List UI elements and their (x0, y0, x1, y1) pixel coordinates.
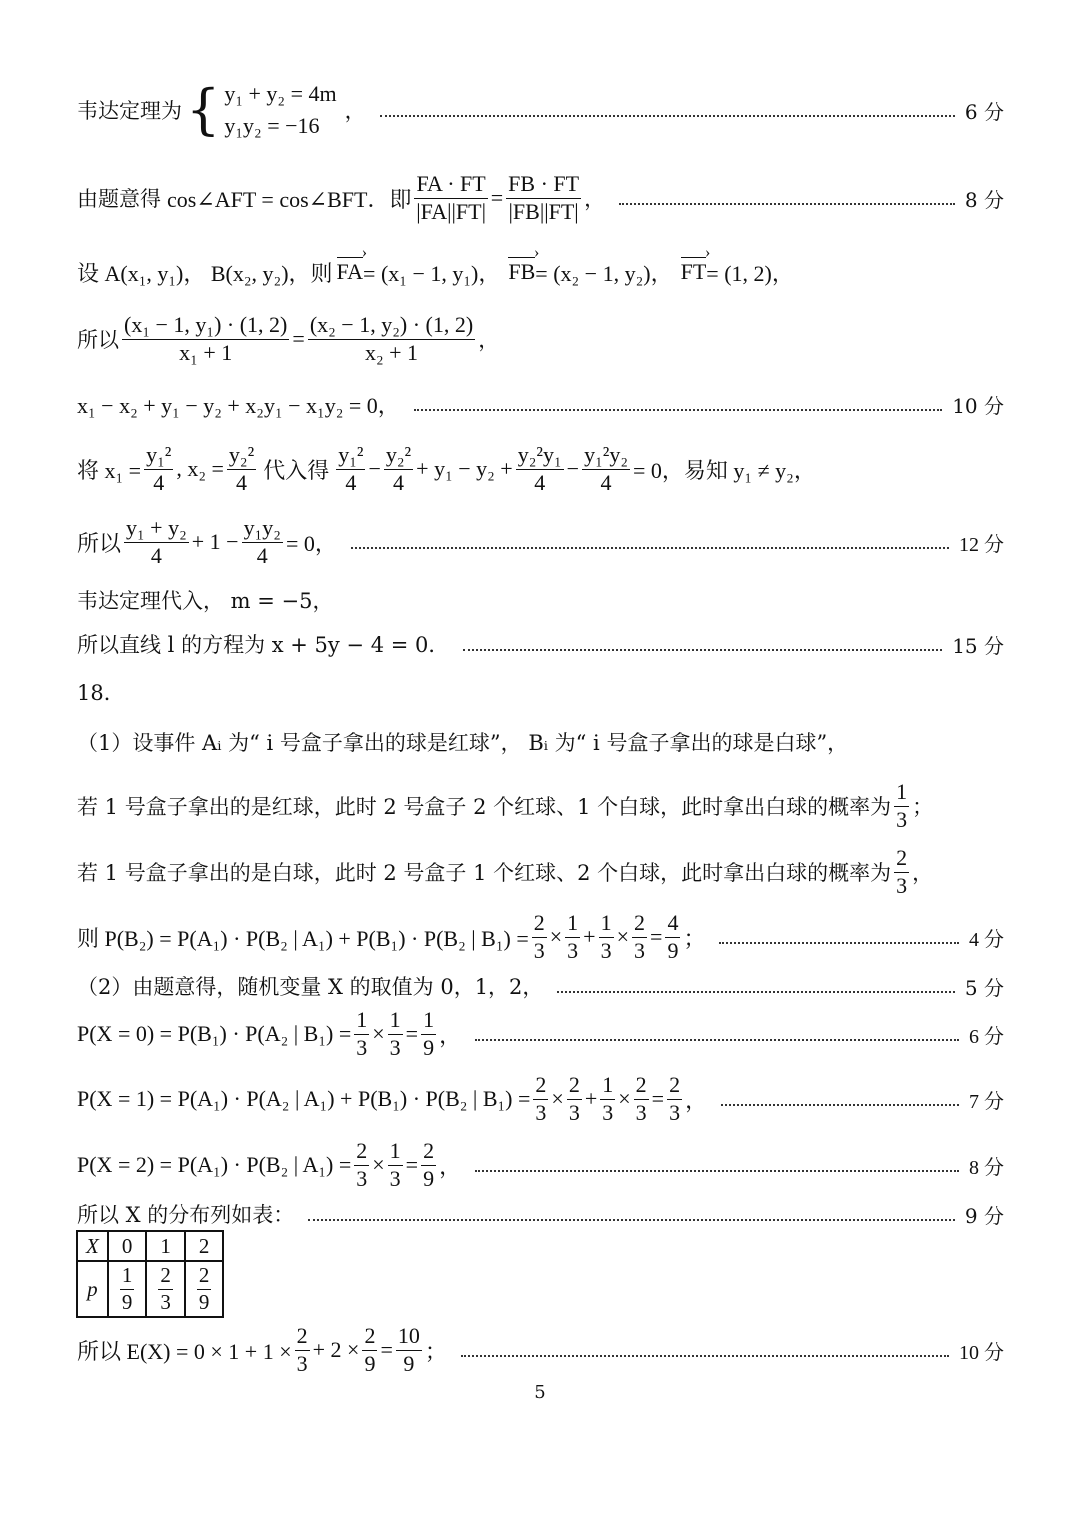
text: ， (439, 1153, 462, 1179)
dot-leader (414, 409, 942, 411)
numerator: 2 (295, 1324, 310, 1350)
text: ； (424, 1338, 447, 1364)
text: ， (584, 187, 606, 211)
numerator: 2 (567, 1073, 582, 1099)
denominator: 3 (669, 1099, 681, 1125)
text: , x₂ = (176, 456, 224, 481)
equals: = (490, 185, 504, 210)
denominator: 3 (634, 937, 646, 963)
line-pb2: 则 P(B₂) = P(A₁) · P(B₂ | A₁) + P(B₁) · P(B₂ | B₁) = $\frac{2}{3}$ × $\frac{1}{3}$ + $\frac{1}{3}$ × $\frac{2}{3}$ = $\frac{4}{9}$ ； 4 分 (77, 910, 1004, 963)
equation: y₁y₂ = −16 (224, 113, 320, 138)
fraction (388, 1008, 403, 1059)
operator: − (368, 456, 381, 481)
fraction (122, 313, 289, 364)
score-mark: 4 分 (969, 928, 1004, 951)
denominator: 3 (535, 1099, 547, 1125)
text: （1）设事件 Aᵢ 为“ i 号盒子拿出的球是红球”， Bᵢ 为“ i 号盒子拿出的球是白球”， (77, 731, 849, 755)
denominator: |FA||FT| (416, 198, 486, 224)
numerator: 2 (421, 1139, 436, 1165)
line-substitute (77, 438, 1004, 500)
text: ， (439, 1022, 462, 1048)
line-cos (77, 160, 1004, 236)
denominator: 4 (256, 542, 268, 568)
numerator: 2 (667, 1073, 682, 1099)
expression: 则 P(B₂) = P(A₁) · P(B₂ | A₁) + P(B₁) · P(B₂ | B₁) = (77, 925, 529, 951)
numerator: 2 (354, 1139, 369, 1165)
equals: = (292, 326, 305, 351)
text: = 0，易知 y₁ ≠ y₂， (633, 457, 816, 483)
numerator: 10 (396, 1324, 422, 1350)
fraction (600, 1073, 615, 1124)
equation-system (224, 78, 336, 142)
fraction (124, 516, 189, 567)
line-vieta-sub (77, 584, 1004, 616)
numerator: 1 (354, 1008, 369, 1034)
numerator: y₁² (336, 443, 365, 469)
page-number: 5 (534, 1382, 546, 1403)
fraction (144, 443, 173, 494)
denominator: 4 (150, 542, 162, 568)
score-mark: 6 分 (969, 1025, 1004, 1048)
text: ， (685, 1087, 708, 1113)
denominator: 3 (296, 1350, 308, 1376)
dot-leader (351, 547, 949, 549)
numerator: (x₁ − 1, y₁) · (1, 2) (122, 313, 289, 339)
table-cell (146, 1261, 185, 1317)
denominator: 9 (667, 937, 679, 963)
numerator: y₂² (384, 443, 413, 469)
text: 若 1 号盒子拿出的是红球，此时 2 号盒子 2 个红球、1 个白球，此时拿出白球的概率为 (77, 795, 892, 819)
denominator: 3 (356, 1034, 368, 1060)
text: ， (478, 328, 500, 352)
expression: P(X = 0) = P(B₁) · P(A₂ | B₁) = (77, 1021, 352, 1046)
text: + y₁ − y₂ + (416, 456, 513, 481)
numerator: 4 (665, 911, 680, 937)
score-mark: 10 分 (959, 1341, 1004, 1364)
line-ratio (77, 306, 1004, 372)
expression: x₁ − x₂ + y₁ − y₂ + x₂y₁ − x₁y₂ = 0， (77, 392, 400, 418)
denominator: 3 (600, 937, 612, 963)
fraction (396, 1324, 422, 1375)
fraction (421, 1139, 436, 1190)
expression: P(X = 1) = P(A₁) · P(A₂ | A₁) + P(B₁) · P(B₂ | B₁) = (77, 1086, 531, 1111)
denominator: 9 (364, 1350, 376, 1376)
vector-FT: FT › (681, 259, 707, 285)
line-so (77, 512, 1004, 572)
expression: P(X = 2) = P(A₁) · P(B₂ | A₁) = (77, 1152, 352, 1177)
numerator: 2 (632, 911, 647, 937)
numerator: 1 (421, 1008, 436, 1034)
operator: − (566, 456, 580, 481)
numerator: 2 (532, 911, 547, 937)
denominator: 3 (356, 1165, 368, 1191)
fraction (533, 1073, 548, 1124)
line-distribution-intro (77, 1198, 1004, 1230)
numerator: 2 (533, 1073, 548, 1099)
denominator: 3 (602, 1099, 614, 1125)
line-case-red (77, 776, 1004, 836)
line-px0: P(X = 0) = P(B₁) · P(A₂ | B₁) = $\frac{1}{3}$ × $\frac{1}{3}$ = $\frac{1}{9}$ ， 6 分 (77, 1007, 1004, 1060)
dot-leader (557, 991, 954, 993)
numerator: y₂²y₁ (516, 443, 564, 469)
text: 所以 (77, 328, 119, 352)
score-mark: 9 分 (964, 1203, 1004, 1228)
numerator: 1 (600, 1073, 615, 1099)
fraction (582, 443, 630, 494)
line-vectors (77, 254, 1004, 290)
score-mark: 15 分 (952, 633, 1004, 658)
fraction (667, 1073, 682, 1124)
expression: cos∠AFT = cos∠BFT．即 (167, 186, 412, 212)
text: 由题意得 (77, 187, 161, 211)
denominator: 3 (635, 1099, 647, 1125)
text: 所以直线 l 的方程为 x + 5y − 4 = 0． (77, 633, 450, 657)
score-mark: 7 分 (969, 1090, 1004, 1113)
expression: 所以 E(X) = 0 × 1 + 1 × (77, 1338, 292, 1364)
denominator: 3 (389, 1034, 401, 1060)
fraction (532, 911, 547, 962)
numerator: 1 (565, 911, 580, 937)
fraction (894, 846, 909, 897)
table-cell: 2 (185, 1231, 224, 1261)
denominator: 4 (534, 469, 546, 495)
vector-FB: FB › (508, 259, 535, 285)
denominator: 3 (896, 872, 908, 898)
text: + 2 × (312, 1337, 360, 1362)
fraction (308, 313, 475, 364)
denominator: 3 (568, 1099, 580, 1125)
line-simplified (77, 388, 1004, 420)
score-mark: 5 分 (964, 975, 1004, 1000)
denominator: 3 (160, 1289, 171, 1314)
text: 将 x₁ = (77, 457, 142, 483)
numerator: y₁²y₂ (582, 443, 630, 469)
fraction (414, 172, 487, 223)
distribution-table (76, 1230, 224, 1318)
fraction (421, 1008, 436, 1059)
numerator: 2 (894, 846, 909, 872)
dot-leader (380, 115, 955, 117)
text: 若 1 号盒子拿出的是白球，此时 2 号盒子 1 个红球、2 个白球，此时拿出白球的概率为 (77, 861, 892, 885)
text: + 1 − (191, 529, 239, 554)
text: ， (912, 861, 934, 885)
denominator: x₁ + 1 (179, 339, 233, 365)
numerator: 2 (362, 1324, 377, 1350)
score-mark: 10 分 (952, 393, 1004, 418)
score-mark: 6 分 (964, 99, 1004, 124)
denominator: 4 (600, 469, 612, 495)
table-row (77, 1261, 223, 1317)
numerator: y₁² (144, 443, 173, 469)
text: ； (912, 795, 934, 819)
numerator: 2 (197, 1264, 212, 1289)
dot-leader (619, 203, 955, 205)
text: 韦达定理代入， m = −5， (77, 589, 334, 613)
text: 设 A(x₁, y₁)， B(x₂, y₂)，则 (77, 260, 333, 286)
denominator: 4 (153, 469, 165, 495)
table-cell: p (77, 1261, 108, 1317)
fraction (354, 1139, 369, 1190)
dot-leader (461, 1355, 949, 1357)
text: ； (683, 925, 706, 951)
fraction (632, 911, 647, 962)
denominator: x₂ + 1 (364, 339, 419, 365)
dot-leader (308, 1219, 955, 1221)
numerator: (x₂ − 1, y₂) · (1, 2) (308, 313, 475, 339)
left-brace: { (186, 78, 221, 141)
denominator: 3 (896, 806, 908, 832)
fraction (565, 911, 580, 962)
denominator: |FB||FT| (508, 198, 579, 224)
fraction (295, 1324, 310, 1375)
line-expectation (77, 1320, 1004, 1380)
denominator: 9 (198, 1289, 210, 1314)
text: 18． (77, 681, 125, 705)
line-values (77, 970, 1004, 1002)
line-px1: P(X = 1) = P(A₁) · P(A₂ | A₁) + P(B₁) · P(B₂ | B₁) = $\frac{2}{3}$ × $\frac{2}{3}$ + $\frac{1}{3}$ × $\frac{2}{3}$ = $\frac{2}{3}$ ， 7 分 (77, 1072, 1004, 1125)
fraction (634, 1073, 649, 1124)
table-cell (108, 1261, 147, 1317)
line-events (77, 726, 1004, 758)
text: 所以 X 的分布列如表： (77, 1203, 295, 1227)
dot-leader (475, 1039, 959, 1041)
table-cell: 1 (146, 1231, 185, 1261)
text: （2）由题意得，随机变量 X 的取值为 0，1，2， (77, 975, 544, 999)
score-mark: 8 分 (964, 187, 1004, 212)
dot-leader (475, 1170, 959, 1172)
table-cell (185, 1261, 224, 1317)
denominator: 9 (403, 1350, 415, 1376)
denominator: 9 (121, 1289, 133, 1314)
numerator: 1 (120, 1264, 135, 1289)
numerator: 1 (599, 911, 614, 937)
text: = (x₂ − 1, y₂)， (535, 260, 673, 286)
fraction (362, 1324, 377, 1375)
fraction (665, 911, 680, 962)
fraction (227, 443, 256, 494)
text: = (x₁ − 1, y₁)， (363, 260, 501, 286)
fraction (384, 443, 413, 494)
denominator: 9 (423, 1165, 435, 1191)
equation: y₁ + y₂ = 4m (224, 81, 337, 107)
fraction (894, 780, 909, 831)
dot-leader (719, 942, 959, 944)
denominator: 3 (389, 1165, 401, 1191)
equals: = (380, 1337, 393, 1362)
table-cell: 0 (108, 1231, 147, 1261)
vector-FA: FA › (337, 259, 364, 285)
table-header-row (77, 1231, 223, 1261)
numerator: 1 (388, 1008, 403, 1034)
denominator: 3 (567, 937, 579, 963)
numerator: FA · FT (414, 172, 487, 198)
fraction (242, 516, 283, 567)
numerator: 1 (894, 780, 909, 806)
numerator: y₁ + y₂ (124, 516, 189, 542)
numerator: FB · FT (506, 172, 581, 198)
text: ， (344, 99, 366, 123)
dot-leader (463, 649, 942, 651)
text: = (1, 2)， (706, 260, 794, 286)
numerator: y₂² (227, 443, 256, 469)
fraction (506, 172, 581, 223)
denominator: 3 (533, 937, 545, 963)
fraction (599, 911, 614, 962)
fraction (516, 443, 564, 494)
text: = 0， (285, 530, 337, 556)
line-line-equation (77, 628, 1004, 660)
line-vieta (77, 78, 1004, 142)
table-cell: X (77, 1231, 108, 1261)
text: 代入得 (263, 457, 330, 483)
fraction (567, 1073, 582, 1124)
question-number (77, 676, 1004, 708)
fraction (354, 1008, 369, 1059)
text: 所以 (77, 530, 122, 556)
denominator: 4 (345, 469, 357, 495)
score-mark: 12 分 (959, 533, 1004, 556)
score-mark: 8 分 (969, 1156, 1004, 1179)
denominator: 4 (236, 469, 248, 495)
fraction (388, 1139, 403, 1190)
numerator: y₁y₂ (242, 516, 283, 542)
numerator: 2 (158, 1264, 173, 1289)
dot-leader (721, 1104, 959, 1106)
fraction (336, 443, 365, 494)
numerator: 1 (388, 1139, 403, 1165)
text: 韦达定理为 (77, 99, 182, 123)
line-case-white (77, 842, 1004, 902)
line-px2: P(X = 2) = P(A₁) · P(B₂ | A₁) = $\frac{2}{3}$ × $\frac{1}{3}$ = $\frac{2}{9}$ ， 8 分 (77, 1138, 1004, 1191)
denominator: 4 (393, 469, 405, 495)
numerator: 2 (634, 1073, 649, 1099)
denominator: 9 (423, 1034, 435, 1060)
